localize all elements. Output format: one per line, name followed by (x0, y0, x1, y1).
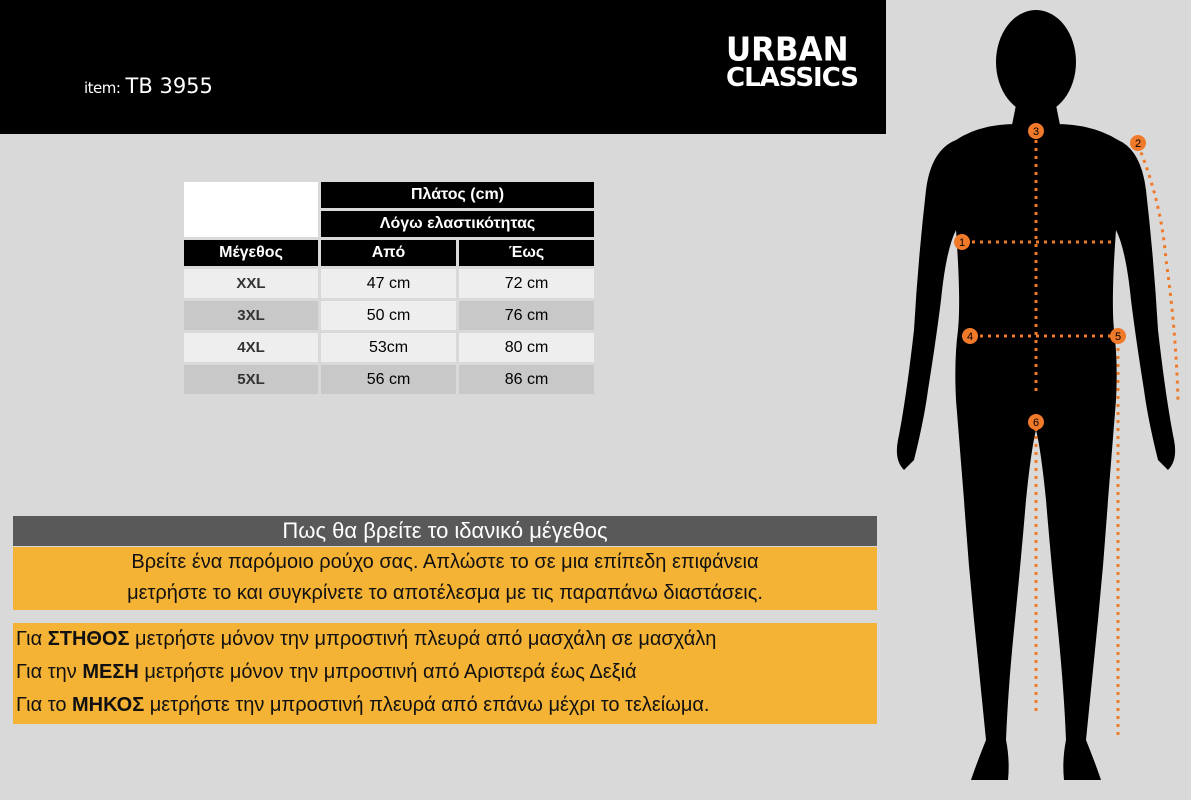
measure-chest (16, 623, 877, 656)
brand-logo (726, 31, 859, 93)
col-to-header: Έως (459, 240, 594, 266)
measure-text: μετρήστε μόνον την μπροστινή από Αριστερά έως Δεξιά (138, 661, 637, 683)
guide-line1: Βρείτε ένα παρόμοιο ρούχο σας. Απλώστε το σε μια επίπεδη επιφάνεια (131, 551, 759, 573)
col-size-header: Μέγεθος (184, 240, 318, 266)
guide-line2: μετρήστε το και συγκρίνετε το αποτέλεσμα με τις παραπάνω διαστάσεις. (127, 582, 763, 604)
size-cell: 5XL (184, 365, 318, 394)
guide-title: Πως θα βρείτε το ιδανικό μέγεθος (13, 516, 877, 546)
to-cell: 86 cm (459, 365, 594, 394)
sub-header: Λόγω ελαστικότητας (321, 211, 594, 237)
table-row (184, 269, 594, 298)
table-row (184, 333, 594, 362)
measure-length (16, 689, 877, 722)
guide-body (13, 547, 877, 610)
body-figure (886, 0, 1191, 800)
marker-1-label: 1 (958, 237, 966, 249)
measure-keyword: ΣΤΗΘΟΣ (47, 628, 130, 650)
measure-text: μετρήστε την μπροστινή πλευρά από επάνω μέχρι το τελείωμα. (144, 694, 710, 716)
table-corner (184, 182, 318, 237)
marker-1-icon (954, 234, 970, 250)
table-row (184, 365, 594, 394)
size-table (181, 179, 597, 397)
to-cell: 76 cm (459, 301, 594, 330)
from-cell: 47 cm (321, 269, 456, 298)
from-cell: 53cm (321, 333, 456, 362)
marker-2-icon (1130, 135, 1146, 151)
brand-line1: URBAN (726, 31, 849, 69)
header-bar (0, 0, 886, 134)
marker-6-label: 6 (1032, 417, 1040, 429)
from-cell: 50 cm (321, 301, 456, 330)
marker-5-icon (1110, 328, 1126, 344)
col-from-header: Από (321, 240, 456, 266)
marker-4-icon (962, 328, 978, 344)
measure-keyword: ΜΗΚΟΣ (72, 694, 145, 716)
to-cell: 80 cm (459, 333, 594, 362)
brand-line2: CLASSICS (726, 63, 859, 93)
size-cell: 3XL (184, 301, 318, 330)
item-code (84, 74, 213, 98)
size-cell: 4XL (184, 333, 318, 362)
item-label: item: (84, 79, 121, 97)
size-cell: XXL (184, 269, 318, 298)
marker-3-icon (1028, 123, 1044, 139)
measure-prefix: Για το (16, 694, 73, 716)
marker-4-label: 4 (966, 331, 974, 343)
group-header: Πλάτος (cm) (321, 182, 594, 208)
marker-6-icon (1028, 414, 1044, 430)
marker-3-label: 3 (1032, 126, 1040, 138)
measure-text: μετρήστε μόνον την μπροστινή πλευρά από μασχάλη σε μασχάλη (129, 628, 717, 650)
from-cell: 56 cm (321, 365, 456, 394)
item-value: TB 3955 (125, 74, 213, 98)
measure-prefix: Για την (16, 661, 83, 683)
marker-2-label: 2 (1134, 138, 1142, 150)
table-row (184, 301, 594, 330)
measure-keyword: ΜΕΣΗ (82, 661, 139, 683)
measure-waist (16, 656, 877, 689)
marker-5-label: 5 (1114, 331, 1122, 343)
measurement-instructions (13, 623, 877, 724)
measure-prefix: Για (16, 628, 48, 650)
to-cell: 72 cm (459, 269, 594, 298)
